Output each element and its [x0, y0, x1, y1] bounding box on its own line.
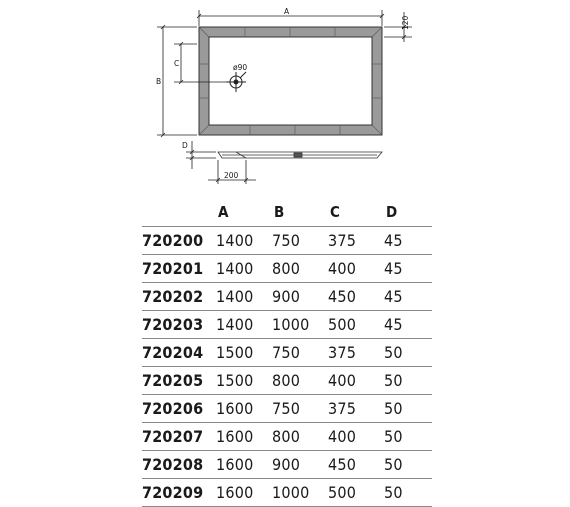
value-c: 375	[328, 339, 384, 367]
dimension-b	[157, 25, 197, 137]
product-code: 720208	[142, 451, 216, 479]
column-header-b: B	[272, 197, 328, 227]
value-b: 800	[272, 255, 328, 283]
value-a: 1400	[216, 255, 272, 283]
column-header-code	[142, 197, 216, 227]
technical-drawing	[0, 0, 570, 200]
product-code: 720202	[142, 283, 216, 311]
dimension-a	[197, 10, 384, 26]
value-b: 900	[272, 451, 328, 479]
value-c: 500	[328, 479, 384, 507]
dimension-d-label: D	[182, 141, 188, 150]
table-row	[142, 255, 432, 283]
product-code: 720204	[142, 339, 216, 367]
table-row	[142, 451, 432, 479]
column-header-c: C	[328, 197, 384, 227]
column-header-a: A	[216, 197, 272, 227]
value-a: 1500	[216, 339, 272, 367]
value-a: 1600	[216, 423, 272, 451]
drain-diameter-label: ø90	[233, 63, 248, 72]
value-d: 50	[384, 423, 432, 451]
product-code: 720203	[142, 311, 216, 339]
product-code: 720206	[142, 395, 216, 423]
value-c: 400	[328, 423, 384, 451]
tray-side-view	[218, 152, 382, 158]
value-d: 45	[384, 283, 432, 311]
value-a: 1600	[216, 451, 272, 479]
rim-width-label: 120	[401, 15, 410, 30]
value-b: 750	[272, 339, 328, 367]
value-c: 375	[328, 227, 384, 255]
table-row	[142, 367, 432, 395]
value-b: 1000	[272, 311, 328, 339]
value-a: 1400	[216, 227, 272, 255]
value-c: 450	[328, 283, 384, 311]
value-c: 400	[328, 255, 384, 283]
table-row	[142, 283, 432, 311]
value-b: 750	[272, 395, 328, 423]
table-row	[142, 311, 432, 339]
table-row	[142, 227, 432, 255]
table-row	[142, 339, 432, 367]
value-c: 400	[328, 367, 384, 395]
dimension-b-label: B	[156, 77, 162, 86]
value-b: 750	[272, 227, 328, 255]
table-row	[142, 395, 432, 423]
value-c: 450	[328, 451, 384, 479]
value-c: 500	[328, 311, 384, 339]
drain-offset-label: 200	[224, 171, 239, 180]
value-d: 45	[384, 255, 432, 283]
value-d: 50	[384, 451, 432, 479]
value-d: 50	[384, 479, 432, 507]
value-d: 50	[384, 395, 432, 423]
value-a: 1600	[216, 479, 272, 507]
value-b: 800	[272, 367, 328, 395]
value-d: 50	[384, 339, 432, 367]
product-code: 720205	[142, 367, 216, 395]
dimension-a-label: A	[284, 7, 290, 16]
dimension-c-label: C	[174, 59, 180, 68]
value-b: 800	[272, 423, 328, 451]
product-code: 720201	[142, 255, 216, 283]
table-row	[142, 479, 432, 507]
value-d: 45	[384, 311, 432, 339]
value-c: 375	[328, 395, 384, 423]
value-d: 45	[384, 227, 432, 255]
tray-top-view	[199, 27, 382, 135]
value-a: 1400	[216, 311, 272, 339]
dimensions-table	[142, 197, 432, 507]
value-b: 1000	[272, 479, 328, 507]
product-code: 720209	[142, 479, 216, 507]
value-a: 1500	[216, 367, 272, 395]
product-code: 720200	[142, 227, 216, 255]
value-b: 900	[272, 283, 328, 311]
table-header-row	[142, 197, 432, 227]
product-code: 720207	[142, 423, 216, 451]
value-a: 1400	[216, 283, 272, 311]
column-header-d: D	[384, 197, 432, 227]
dimension-d	[186, 141, 216, 169]
value-d: 50	[384, 367, 432, 395]
table-row	[142, 423, 432, 451]
value-a: 1600	[216, 395, 272, 423]
